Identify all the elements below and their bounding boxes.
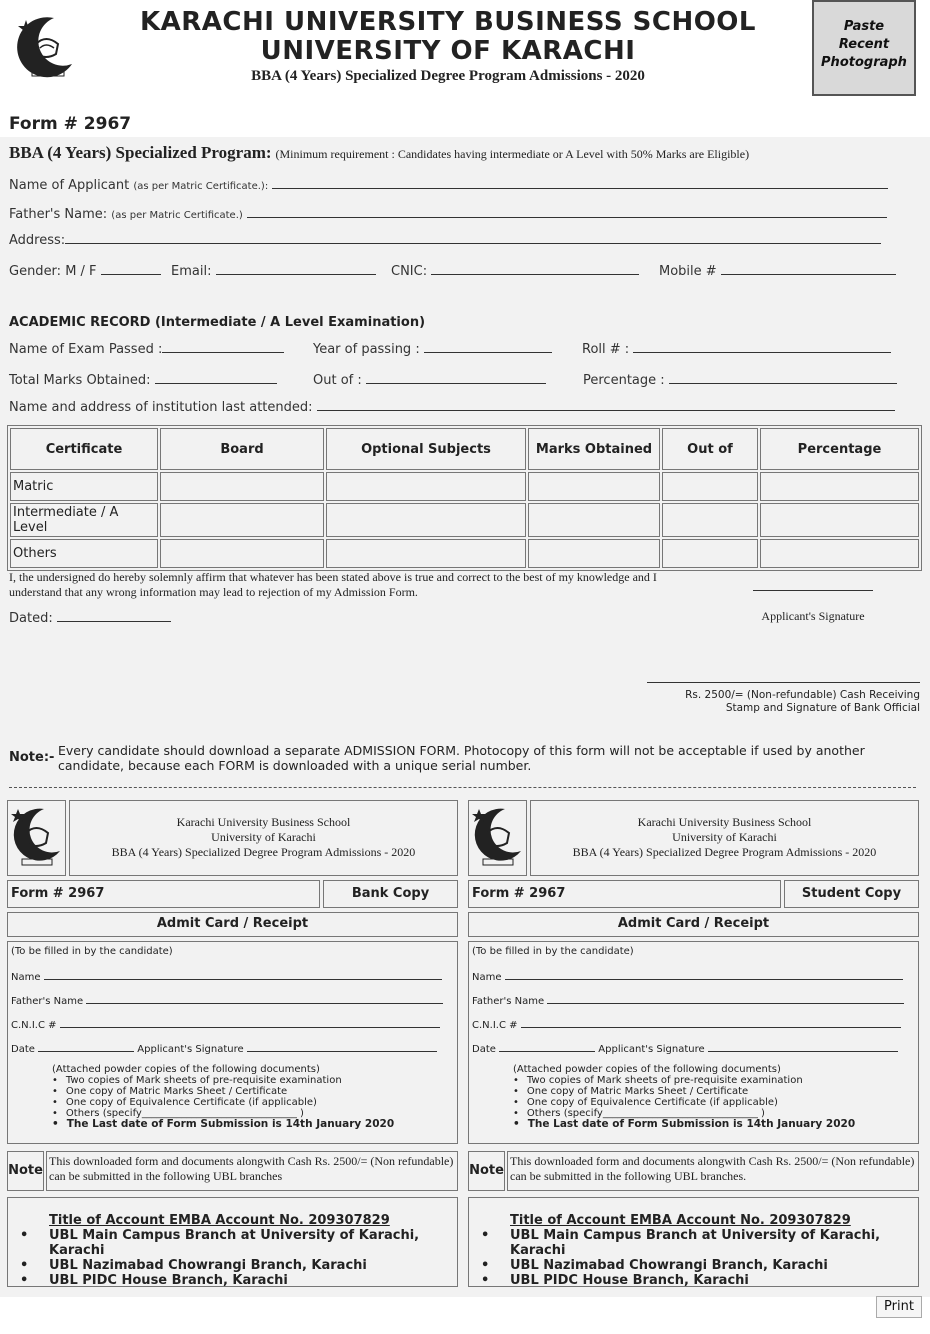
cnic-field[interactable]: CNIC: <box>391 264 639 279</box>
note-label: Note:- <box>9 750 55 765</box>
documents-list: (Attached powder copies of the following documents) • Two copies of Mark sheets of pre-requisite examination • One copy of Matric Marks Sheet / Certificate • One copy of Equivalence Certificate (if applicable) • Others (specify_______________________________ ) • The Last date of Form Submission is 14th January 2020 <box>48 1064 394 1130</box>
table-cell[interactable] <box>760 503 919 537</box>
list-item: • One copy of Equivalence Certificate (if applicable) <box>61 1097 394 1108</box>
exam-passed-field[interactable]: Name of Exam Passed : <box>9 342 284 357</box>
photo-placeholder: Paste Recent Photograph <box>812 0 916 96</box>
institution-field[interactable]: Name and address of institution last attended: <box>9 400 895 415</box>
row-label: Others <box>10 539 158 568</box>
copy-form-number: Form # 2967 <box>7 880 320 908</box>
list-item: • Others (specify_______________________________ ) <box>522 1108 855 1119</box>
list-item: • Two copies of Mark sheets of pre-requisite examination <box>61 1075 394 1086</box>
copy-logo-icon <box>468 800 527 876</box>
year-of-passing-field[interactable]: Year of passing : <box>313 342 552 357</box>
list-item: • One copy of Matric Marks Sheet / Certificate <box>61 1086 394 1097</box>
table-cell[interactable] <box>662 472 758 501</box>
note-text: Every candidate should download a separate ADMISSION FORM. Photocopy of this form will not be acceptable if used by another candidate, because each FORM is downloaded with a unique serial number. <box>58 743 865 773</box>
admit-card-title: Admit Card / Receipt <box>7 912 458 937</box>
copy-name-field[interactable]: Name <box>11 970 454 994</box>
account-title: Title of Account EMBA Account No. 209307829 <box>510 1213 851 1228</box>
copy-note-label: Note <box>468 1151 505 1191</box>
list-item: • UBL Main Campus Branch at University of Karachi, Karachi <box>510 1228 918 1258</box>
last-date: • The Last date of Form Submission is 14th January 2020 <box>522 1119 855 1130</box>
col-certificate: Certificate <box>10 428 158 470</box>
copy-note-text: This downloaded form and documents alongwith Cash Rs. 2500/= (Non refundable) can be submitted in the following UBL branches <box>46 1151 458 1191</box>
email-field[interactable]: Email: <box>171 264 376 279</box>
list-item: • UBL Main Campus Branch at University of Karachi, Karachi <box>49 1228 457 1258</box>
list-item: • UBL PIDC House Branch, Karachi <box>510 1273 918 1288</box>
copy-cnic-field[interactable]: C.N.I.C # <box>472 1018 915 1042</box>
copy-form-number: Form # 2967 <box>468 880 781 908</box>
program-title: BBA (4 Years) Specialized Program: (Minimum requirement : Candidates having intermediate or A Level with 50% Marks are Eligible) <box>9 143 750 162</box>
copy-header: Karachi University Business School University of Karachi BBA (4 Years) Specialized Degree Program Admissions - 2020 <box>69 800 458 876</box>
mobile-field[interactable]: Mobile # <box>659 264 896 279</box>
table-cell[interactable] <box>160 503 324 537</box>
table-cell[interactable] <box>160 539 324 568</box>
copy-father-field[interactable]: Father's Name <box>11 994 454 1018</box>
account-details <box>7 1197 458 1287</box>
table-cell[interactable] <box>326 539 526 568</box>
table-cell[interactable] <box>326 472 526 501</box>
copy-type-label: Bank Copy <box>323 880 458 908</box>
fill-hint: (To be filled in by the candidate) <box>11 946 173 957</box>
fill-hint: (To be filled in by the candidate) <box>472 946 634 957</box>
stamp-line <box>647 682 920 683</box>
candidate-fill-section <box>468 941 919 1144</box>
list-item: • UBL Nazimabad Chowrangi Branch, Karachi <box>510 1258 918 1273</box>
percentage-field[interactable]: Percentage : <box>583 373 897 388</box>
table-cell[interactable] <box>326 503 526 537</box>
col-marks-obtained: Marks Obtained <box>528 428 660 470</box>
col-out-of: Out of <box>662 428 758 470</box>
total-marks-field[interactable]: Total Marks Obtained: <box>9 373 277 388</box>
dated-field[interactable]: Dated: <box>9 611 171 626</box>
list-item: • UBL PIDC House Branch, Karachi <box>49 1273 457 1288</box>
table-row <box>10 472 919 501</box>
account-title: Title of Account EMBA Account No. 209307829 <box>49 1213 390 1228</box>
applicant-signature-label: Applicant's Signature <box>761 609 865 623</box>
cut-divider <box>9 787 916 788</box>
copy-type-label: Student Copy <box>784 880 919 908</box>
copy-father-field[interactable]: Father's Name <box>472 994 915 1018</box>
col-optional-subjects: Optional Subjects <box>326 428 526 470</box>
list-item: • One copy of Equivalence Certificate (if applicable) <box>522 1097 855 1108</box>
list-item: • Two copies of Mark sheets of pre-requisite examination <box>522 1075 855 1086</box>
out-of-field[interactable]: Out of : <box>313 373 546 388</box>
col-percentage: Percentage <box>760 428 919 470</box>
table-cell[interactable] <box>760 539 919 568</box>
page-subtitle: BBA (4 Years) Specialized Degree Program Admissions - 2020 <box>251 68 645 84</box>
affirmation-text: I, the undersigned do hereby solemnly affirm that whatever has been stated above is true and correct to the best of my knowledge and I understand that any wrong information may lead to rejection of my Admission Form. <box>9 570 657 599</box>
list-item: • Others (specify_______________________________ ) <box>61 1108 394 1119</box>
table-header-row <box>10 428 919 470</box>
father-name-field[interactable]: Father's Name: (as per Matric Certificate.) <box>9 207 887 222</box>
row-label: Intermediate / A Level <box>10 503 158 537</box>
table-cell[interactable] <box>160 472 324 501</box>
copy-date-field[interactable]: Date Applicant's Signature <box>472 1042 915 1066</box>
candidate-fill-section <box>7 941 458 1144</box>
list-item: • One copy of Matric Marks Sheet / Certificate <box>522 1086 855 1097</box>
table-cell[interactable] <box>528 472 660 501</box>
gender-field[interactable]: Gender: M / F <box>9 264 161 279</box>
admit-card-title: Admit Card / Receipt <box>468 912 919 937</box>
table-cell[interactable] <box>528 539 660 568</box>
copy-name-field[interactable]: Name <box>472 970 915 994</box>
academic-table <box>7 425 922 571</box>
table-cell[interactable] <box>760 472 919 501</box>
table-cell[interactable] <box>662 539 758 568</box>
table-cell[interactable] <box>662 503 758 537</box>
bank-copy <box>7 800 460 1288</box>
signature-line <box>753 590 873 591</box>
roll-no-field[interactable]: Roll # : <box>582 342 891 357</box>
copy-note-label: Note <box>7 1151 44 1191</box>
table-row <box>10 503 919 537</box>
bank-stamp-text: Rs. 2500/= (Non-refundable) Cash Receiving Stamp and Signature of Bank Official <box>685 689 920 714</box>
copy-header: Karachi University Business School University of Karachi BBA (4 Years) Specialized Degree Program Admissions - 2020 <box>530 800 919 876</box>
print-button[interactable]: Print <box>876 1296 922 1318</box>
academic-record-title: ACADEMIC RECORD (Intermediate / A Level Examination) <box>9 315 426 330</box>
list-item: • UBL Nazimabad Chowrangi Branch, Karachi <box>49 1258 457 1273</box>
documents-list: (Attached powder copies of the following documents) • Two copies of Mark sheets of pre-requisite examination • One copy of Matric Marks Sheet / Certificate • One copy of Equivalence Certificate (if applicable) • Others (specify_______________________________ ) • The Last date of Form Submission is 14th January 2020 <box>509 1064 855 1130</box>
copy-date-field[interactable]: Date Applicant's Signature <box>11 1042 454 1066</box>
row-label: Matric <box>10 472 158 501</box>
col-board: Board <box>160 428 324 470</box>
copy-cnic-field[interactable]: C.N.I.C # <box>11 1018 454 1042</box>
account-details <box>468 1197 919 1287</box>
form-number: Form # 2967 <box>9 114 132 134</box>
table-cell[interactable] <box>528 503 660 537</box>
applicant-name-field[interactable]: Name of Applicant (as per Matric Certificate.): <box>9 178 888 193</box>
table-row <box>10 539 919 568</box>
copy-note-text: This downloaded form and documents alongwith Cash Rs. 2500/= (Non refundable) can be submitted in the following UBL branches. <box>507 1151 919 1191</box>
last-date: • The Last date of Form Submission is 14th January 2020 <box>61 1119 394 1130</box>
copy-logo-icon <box>7 800 66 876</box>
address-field[interactable]: Address: <box>9 233 881 248</box>
page-title: KARACHI UNIVERSITY BUSINESS SCHOOL UNIVERSITY OF KARACHI <box>140 7 756 66</box>
student-copy <box>468 800 921 1288</box>
